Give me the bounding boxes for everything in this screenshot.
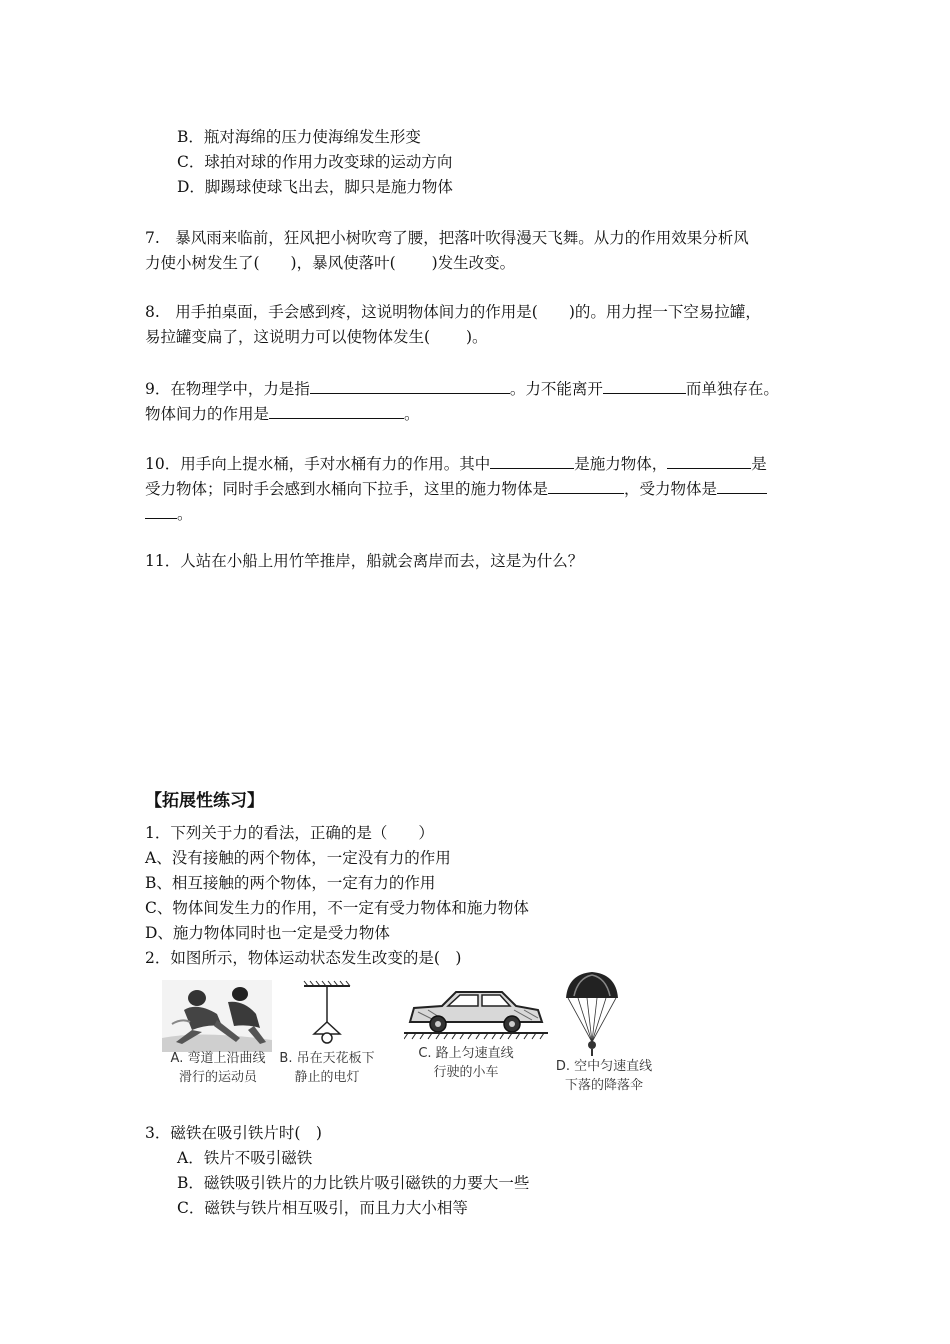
q6-option-d: D．脚踢球使球飞出去，脚只是施力物体 [177,178,453,196]
q9-text-b: 。力不能离开 [509,380,603,398]
q10-answer-blank-2[interactable] [667,452,751,469]
fig-d-caption [542,1057,666,1095]
q10-answer-blank-3[interactable] [548,477,624,494]
q10-text-a: 10．用手向上提水桶，手对水桶有力的作用。其中 [145,455,491,473]
q10-text-e: ，受力物体是 [624,480,718,498]
q11-text: 11．人站在小船上用竹竿推岸，船就会离岸而去，这是为什么？ [145,552,584,570]
q8-line-1: 8. 用手拍桌面，手会感到疼，这说明物体间力的作用是( )的。用力捏一下空易拉罐， [145,303,761,321]
fig-a-caption-line-1: A. 弯道上沿曲线 [170,1051,266,1066]
q9-answer-blank-3[interactable] [269,402,404,419]
q10-text-f: 。 [177,505,193,523]
q9-text-c: 而单独存在。 [685,380,779,398]
q9-line-2 [145,402,420,424]
q7-line-1: 7. 暴风雨来临前，狂风把小树吹弯了腰，把落叶吹得漫天飞舞。从力的作用效果分析风 [145,229,749,247]
ex3-option-b: B．磁铁吸引铁片的力比铁片吸引磁铁的力要大一些 [177,1174,530,1192]
fig-a-caption-line-2: 滑行的运动员 [178,1070,257,1085]
q8-line-2: 易拉罐变扁了，这说明力可以使物体发生( )。 [145,328,488,346]
q10-text-d: 受力物体；同时手会感到水桶向下拉手，这里的施力物体是 [145,480,549,498]
ex1-option-a: A、没有接触的两个物体，一定没有力的作用 [145,849,451,867]
q10-text-b: 是施力物体， [574,455,668,473]
q6-option-c: C．球拍对球的作用力改变球的运动方向 [177,153,453,171]
q9-text-e: 。 [404,405,420,423]
skater-image [162,980,272,1052]
fig-d-caption-line-1: D. 空中匀速直线 [555,1059,653,1074]
q10-line-2 [145,477,767,499]
q9-text-a: 9．在物理学中，力是指 [145,380,310,398]
q10-line-3 [145,502,193,524]
fig-c-caption [406,1044,526,1082]
q9-text-d: 物体间力的作用是 [145,405,270,423]
ex3-stem: 3．磁铁在吸引铁片时( ) [145,1124,322,1142]
parachute-image [562,970,622,1056]
ex1-stem: 1．下列关于力的看法，正确的是（ ） [145,824,434,842]
fig-b-caption-line-2: 静止的电灯 [294,1070,360,1085]
q10-answer-blank-4-cont[interactable] [145,502,177,519]
ex1-option-b: B、相互接触的两个物体，一定有力的作用 [145,874,436,892]
q10-answer-blank-4[interactable] [717,477,767,494]
section-title: 【拓展性练习】 [145,791,264,811]
ex3-option-a: A．铁片不吸引磁铁 [177,1149,313,1167]
q6-option-b: B．瓶对海绵的压力使海绵发生形变 [177,128,421,146]
hanging-lamp-image [300,980,354,1046]
fig-d-caption-line-2: 下落的降落伞 [564,1078,643,1093]
fig-b-caption [272,1049,382,1087]
q10-text-c: 是 [751,455,767,473]
ex3-option-c: C．磁铁与铁片相互吸引，而且力大小相等 [177,1199,468,1217]
q7-line-2: 力使小树发生了( )，暴风使落叶( )发生改变。 [145,254,516,272]
ex1-option-c: C、物体间发生力的作用，不一定有受力物体和施力物体 [145,899,529,917]
ex1-option-d: D、施力物体同时也一定是受力物体 [145,924,390,942]
ex2-figure-row [150,970,670,1100]
q9-answer-blank-1[interactable] [310,377,510,394]
car-image [404,980,548,1042]
fig-a-caption [156,1049,280,1087]
ex2-stem: 2．如图所示，物体运动状态发生改变的是( ) [145,949,462,967]
q10-line-1 [145,452,767,474]
fig-c-caption-line-2: 行驶的小车 [433,1065,499,1080]
q9-line-1 [145,377,779,399]
q9-answer-blank-2[interactable] [603,377,686,394]
fig-c-caption-line-1: C. 路上匀速直线 [418,1046,514,1061]
fig-b-caption-line-1: B. 吊在天花板下 [279,1051,375,1066]
q10-answer-blank-1[interactable] [490,452,574,469]
